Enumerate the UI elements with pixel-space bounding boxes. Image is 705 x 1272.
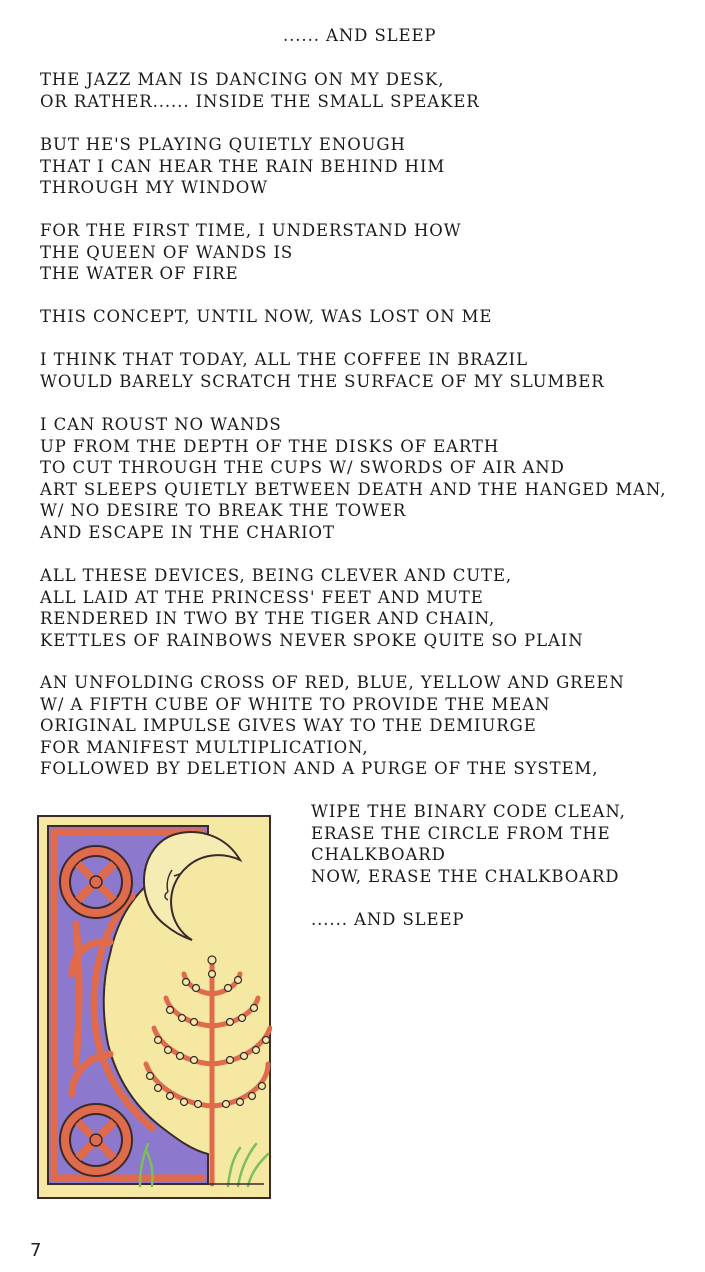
- poem-line: FOR THE FIRST TIME, I UNDERSTAND HOW: [40, 221, 462, 240]
- poem-line: ALL LAID AT THE PRINCESS' FEET AND MUTE: [40, 587, 484, 607]
- poem-line: THE QUEEN OF WANDS IS: [40, 242, 294, 262]
- poem-line: AN UNFOLDING CROSS OF RED, BLUE, YELLOW AND GREEN: [40, 673, 625, 692]
- closing-stanza: [311, 801, 626, 887]
- poem-line: KETTLES OF RAINBOWS NEVER SPOKE QUITE SO PLAIN: [40, 630, 584, 650]
- poem-line: OR RATHER...... INSIDE THE SMALL SPEAKER: [40, 91, 480, 111]
- poem-line: CHALKBOARD: [311, 845, 446, 865]
- poem-line: I THINK THAT TODAY, ALL THE COFFEE IN BRAZIL: [40, 350, 528, 369]
- stanza-7: [40, 565, 584, 651]
- poem-line: NOW, ERASE THE CHALKBOARD: [311, 866, 620, 886]
- poem-line: ERASE THE CIRCLE FROM THE: [311, 823, 611, 843]
- poem-title: ...... AND SLEEP: [283, 26, 437, 45]
- illuminated-initial-illustration: [36, 814, 272, 1200]
- poem-line: RENDERED IN TWO BY THE TIGER AND CHAIN,: [40, 609, 496, 629]
- poem-line: THE JAZZ MAN IS DANCING ON MY DESK,: [40, 70, 445, 89]
- poem-line: ALL THESE DEVICES, BEING CLEVER AND CUTE,: [40, 566, 513, 585]
- poem-line: TO CUT THROUGH THE CUPS W/ SWORDS OF AIR AND: [40, 458, 565, 478]
- poem-line: THIS CONCEPT, UNTIL NOW, WAS LOST ON ME: [40, 307, 493, 326]
- stanza-2: [40, 134, 445, 199]
- poem-line: I CAN ROUST NO WANDS: [40, 415, 282, 434]
- final-line: ...... AND SLEEP: [311, 910, 465, 929]
- page-number: 7: [30, 1240, 42, 1261]
- poem-line: ORIGINAL IMPULSE GIVES WAY TO THE DEMIURGE: [40, 716, 537, 736]
- stanza-3: [40, 220, 462, 285]
- top-rosette: [60, 846, 132, 918]
- poem-line: FOR MANIFEST MULTIPLICATION,: [40, 737, 369, 757]
- stanza-1: [40, 69, 480, 112]
- poem-line: WIPE THE BINARY CODE CLEAN,: [311, 802, 626, 821]
- poem-line: BUT HE'S PLAYING QUIETLY ENOUGH: [40, 135, 406, 154]
- poem-line: ART SLEEPS QUIETLY BETWEEN DEATH AND THE HANGED MAN,: [40, 479, 667, 499]
- poem-line: THROUGH MY WINDOW: [40, 178, 269, 198]
- poem-line: W/ NO DESIRE TO BREAK THE TOWER: [40, 501, 407, 521]
- stanza-4: [40, 306, 492, 328]
- poem-line: W/ A FIFTH CUBE OF WHITE TO PROVIDE THE MEAN: [40, 694, 551, 714]
- stanza-6: [40, 414, 666, 544]
- bottom-rosette: [60, 1104, 132, 1176]
- poem-line: AND ESCAPE IN THE CHARIOT: [40, 522, 335, 542]
- poem-line: THE WATER OF FIRE: [40, 264, 239, 284]
- poem-line: UP FROM THE DEPTH OF THE DISKS OF EARTH: [40, 436, 500, 456]
- poem-line: FOLLOWED BY DELETION AND A PURGE OF THE SYSTEM,: [40, 759, 599, 779]
- poem-line: THAT I CAN HEAR THE RAIN BEHIND HIM: [40, 156, 446, 176]
- stanza-8: [40, 672, 625, 780]
- stanza-5: [40, 349, 605, 392]
- poem-line: WOULD BARELY SCRATCH THE SURFACE OF MY SLUMBER: [40, 371, 605, 391]
